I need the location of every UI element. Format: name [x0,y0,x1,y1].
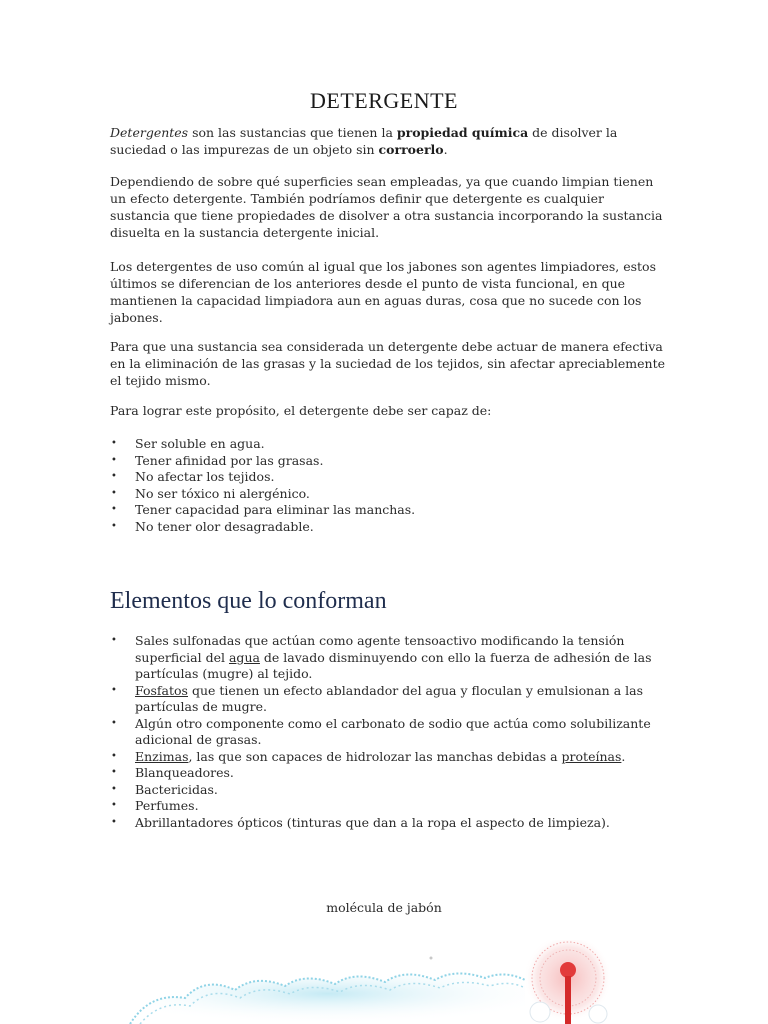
paragraph-surfaces: Dependiendo de sobre qué superficies sean empleadas, ya que cuando limpian tienen un efecto detergente. También podríamos definir que detergente es cualquier sustancia que tiene propiedades de disolver a otra sustancia incorporando la sustancia disuelta en la sustancia detergente inicial. [110,174,663,240]
list-item: • Fosfatos que tienen un efecto ablandador del agua y floculan y emulsionan a las partículas de mugre. [110,683,666,716]
list-item: • Abrillantadores ópticos (tinturas que dan a la ropa el aspecto de limpieza). [110,815,666,832]
link-fosfatos[interactable]: Fosfatos [135,682,188,698]
paragraph-effectiveness: Para que una sustancia sea considerada un detergente debe actuar de manera efectiva en la eliminación de las grasas y la suciedad de los tejidos, sin afectar apreciablemente el tejido mismo. [110,339,665,388]
link-proteinas[interactable]: proteínas [561,748,622,764]
section-heading: Elementos que lo conforman [110,588,387,614]
figure-caption: molécula de jabón [326,900,442,915]
list-item: • Algún otro componente como el carbonato de sodio que actúa como solubilizante adicional de grasas. [110,716,666,749]
link-enzimas[interactable]: Enzimas [135,748,189,764]
elements-list [110,633,666,831]
list-item: • Tener capacidad para eliminar las manchas. [110,502,666,519]
list-item: • Ser soluble en agua. [110,436,666,453]
list-item: • Sales sulfonadas que actúan como agente tensoactivo modificando la tensión superficial del agua de lavado disminuyendo con ello la fuerza de adhesión de las partículas (mugre) al tejido. [110,633,666,683]
term-propiedad-quimica: propiedad química [396,125,529,140]
soap-molecule-illustration [0,940,768,1024]
requirements-list [110,436,666,535]
list-item: • No afectar los tejidos. [110,469,666,486]
document-title: DETERGENTE [310,88,458,113]
list-item: • No tener olor desagradable. [110,519,666,536]
list-item: • Perfumes. [110,798,666,815]
paragraph-purpose: Para lograr este propósito, el detergente debe ser capaz de: [110,403,492,418]
paragraph-definition: Detergentes son las sustancias que tienen la propiedad química de disolver la suciedad o las impurezas de un objeto sin corroerlo. [110,125,618,157]
list-item: • Blanqueadores. [110,765,666,782]
list-item: • Bactericidas. [110,782,666,799]
term-corroerlo: corroerlo [378,142,444,157]
term-detergentes: Detergentes [110,125,189,140]
molecule-head [524,940,612,1024]
list-item: • Tener afinidad por las grasas. [110,453,666,470]
list-item: • No ser tóxico ni alergénico. [110,486,666,503]
list-item: • Enzimas, las que son capaces de hidrolozar las manchas debidas a proteínas. [110,749,666,766]
paragraph-common-use: Los detergentes de uso común al igual que los jabones son agentes limpiadores, estos últimos se diferencian de los anteriores desde el punto de vista funcional, en que mantienen la capacidad limpiadora aun en aguas duras, cosa que no sucede con los jabones. [110,259,656,325]
molecule-tail [130,973,525,1024]
link-agua[interactable]: agua [228,649,260,665]
